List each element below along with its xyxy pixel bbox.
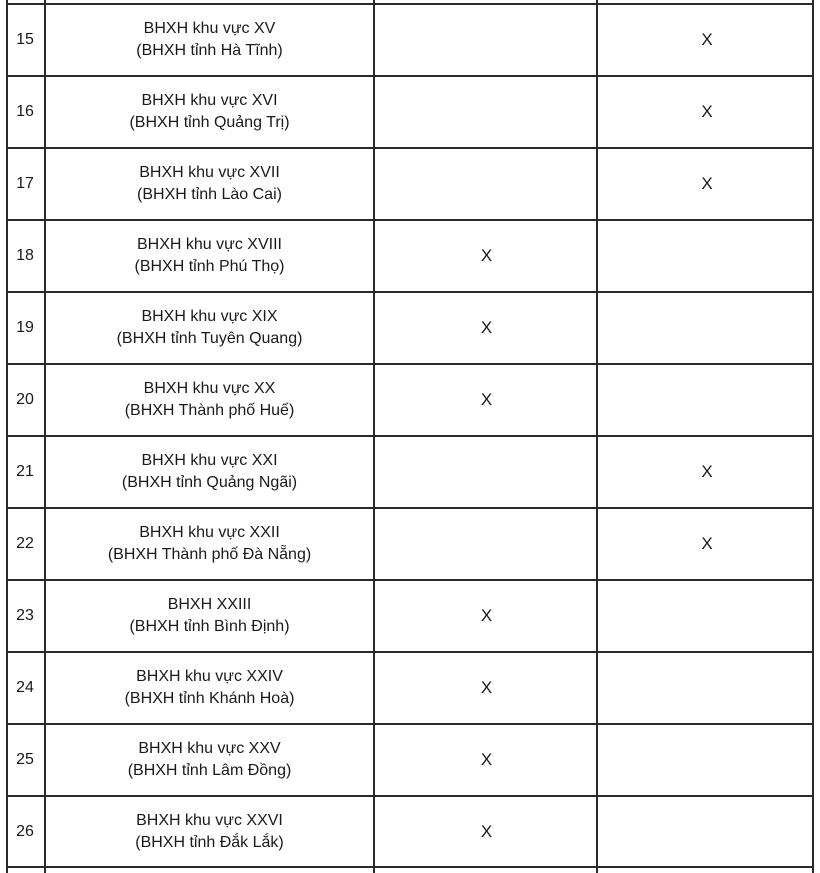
office-name-line2: (BHXH tỉnh Lâm Đồng) bbox=[127, 762, 292, 779]
row-number: 23 bbox=[16, 607, 34, 624]
office-name bbox=[46, 437, 373, 507]
column-a-mark: X bbox=[480, 678, 493, 697]
office-name-line2: (BHXH tỉnh Phú Thọ) bbox=[134, 258, 285, 275]
office-name bbox=[46, 293, 373, 363]
row-number: 22 bbox=[16, 535, 34, 552]
office-name-line1: BHXH khu vực XXI bbox=[141, 452, 278, 469]
table-row bbox=[6, 365, 814, 435]
office-name-line1: BHXH khu vực XXII bbox=[139, 524, 280, 541]
office-name bbox=[46, 365, 373, 435]
office-name bbox=[46, 581, 373, 651]
office-name-line1: BHXH khu vực XV bbox=[143, 20, 276, 37]
column-a-mark bbox=[375, 77, 598, 147]
office-name-line2: (BHXH tỉnh Quảng Ngãi) bbox=[121, 474, 298, 491]
office-name-line2: (BHXH tỉnh Hà Tĩnh) bbox=[136, 42, 283, 59]
row-number: 17 bbox=[16, 175, 34, 192]
column-a-mark: X bbox=[480, 390, 493, 409]
column-b-mark bbox=[600, 581, 814, 651]
column-a-mark bbox=[375, 437, 598, 507]
column-b-mark: X bbox=[701, 102, 713, 121]
column-a-mark bbox=[375, 509, 598, 579]
office-name bbox=[46, 5, 373, 75]
column-a-mark bbox=[375, 149, 598, 219]
row-number: 21 bbox=[16, 463, 34, 480]
table-row bbox=[6, 797, 814, 867]
column-a-mark: X bbox=[480, 318, 493, 337]
office-name-line1: BHXH XXIII bbox=[167, 596, 252, 613]
column-b-mark bbox=[600, 653, 814, 723]
table-row bbox=[6, 77, 814, 147]
row-number: 19 bbox=[16, 319, 34, 336]
row-number: 24 bbox=[16, 679, 34, 696]
column-b-mark bbox=[600, 365, 814, 435]
row-number: 18 bbox=[16, 247, 34, 264]
column-a-mark: X bbox=[480, 246, 493, 265]
column-b-mark: X bbox=[701, 174, 713, 193]
office-name-line1: BHXH khu vực XVII bbox=[139, 164, 280, 181]
office-name bbox=[46, 77, 373, 147]
office-name-line2: (BHXH tỉnh Quảng Trị) bbox=[129, 114, 290, 131]
office-name bbox=[46, 725, 373, 795]
column-b-mark: X bbox=[701, 534, 713, 553]
table-row bbox=[6, 437, 814, 507]
office-name-line1: BHXH khu vực XXIV bbox=[136, 668, 283, 685]
office-name-line1: BHXH khu vực XXVI bbox=[136, 812, 283, 829]
column-b-mark: X bbox=[701, 462, 713, 481]
table-row bbox=[6, 293, 814, 363]
row-number: 26 bbox=[16, 823, 34, 840]
table-row bbox=[6, 581, 814, 651]
office-name-line2: (BHXH tỉnh Đắk Lắk) bbox=[135, 834, 284, 851]
office-name bbox=[46, 221, 373, 291]
column-b-mark bbox=[600, 221, 814, 291]
office-name-line2: (BHXH tỉnh Tuyên Quang) bbox=[116, 330, 303, 347]
office-name-line2: (BHXH tỉnh Bình Định) bbox=[129, 618, 290, 635]
office-name-line2: (BHXH Thành phố Đà Nẵng) bbox=[107, 546, 312, 563]
column-a-mark: X bbox=[480, 606, 493, 625]
office-name-line2: (BHXH tỉnh Khánh Hoà) bbox=[124, 690, 295, 707]
row-number: 16 bbox=[16, 103, 34, 120]
table-row bbox=[6, 725, 814, 795]
office-name-line1: BHXH khu vực XX bbox=[143, 380, 276, 397]
office-name-line1: BHXH khu vực XVI bbox=[141, 92, 278, 109]
office-name bbox=[46, 797, 373, 867]
office-name bbox=[46, 149, 373, 219]
table-row bbox=[6, 221, 814, 291]
row-number: 25 bbox=[16, 751, 34, 768]
table-row bbox=[6, 509, 814, 579]
column-b-mark bbox=[600, 725, 814, 795]
column-b-mark: X bbox=[701, 30, 713, 49]
office-name-line1: BHXH khu vực XVIII bbox=[137, 236, 282, 253]
table-row bbox=[6, 653, 814, 723]
table-row bbox=[6, 149, 814, 219]
column-b-mark bbox=[600, 293, 814, 363]
office-name bbox=[46, 653, 373, 723]
column-a-mark bbox=[375, 5, 598, 75]
office-name-line2: (BHXH Thành phố Huế) bbox=[124, 402, 295, 419]
row-number: 20 bbox=[16, 391, 34, 408]
row-number: 15 bbox=[16, 31, 34, 48]
column-b-mark bbox=[600, 797, 814, 867]
column-a-mark: X bbox=[480, 750, 493, 769]
column-a-mark: X bbox=[480, 822, 493, 841]
office-name bbox=[46, 509, 373, 579]
office-name-line1: BHXH khu vực XXV bbox=[138, 740, 281, 757]
office-name-line1: BHXH khu vực XIX bbox=[141, 308, 278, 325]
office-name-line2: (BHXH tỉnh Lào Cai) bbox=[137, 186, 282, 203]
table-row bbox=[6, 5, 814, 75]
